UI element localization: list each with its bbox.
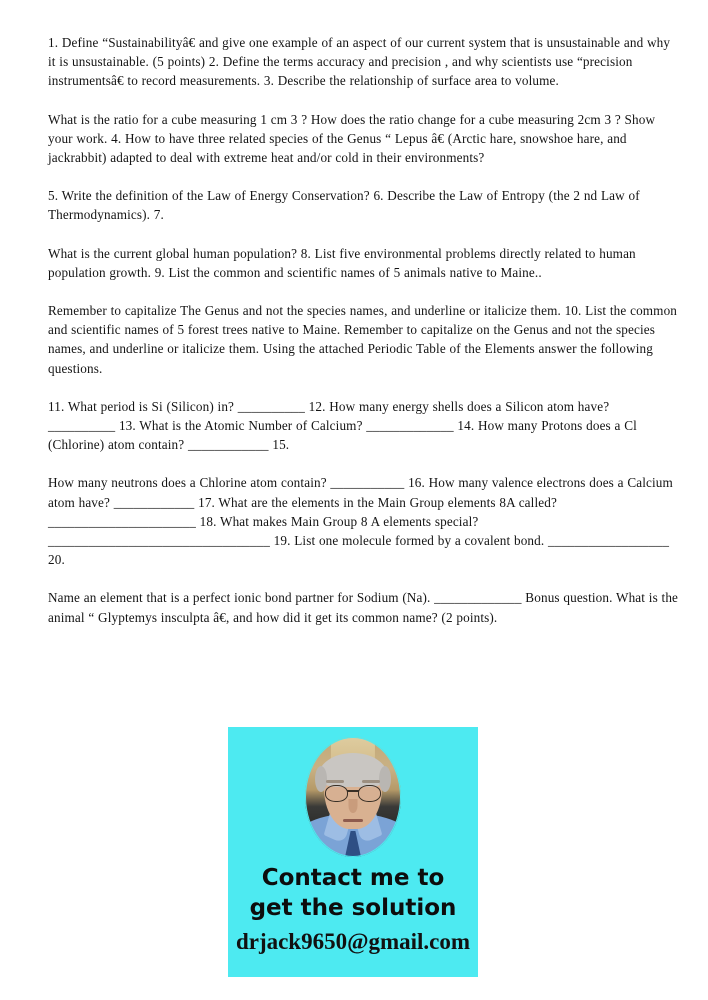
paragraph-1: 1. Define “Sustainabilityâ€ and give one example of an aspect of our current system that is unsustainable and why it is unsustainable. (5 points) 2. Define the terms accuracy and precision , and why scientists use “precision instrumentsâ€ to record measurements. 3. Describe the relationship of surface area to volume. (48, 35, 674, 89)
contact-email-address[interactable]: drjack9650@gmail.com (235, 929, 471, 954)
paragraph-7: How many neutrons does a Chlorine atom contain? ___________ 16. How many valence electrons does a Calcium atom have? ____________ 17. What are the elements in the Main Group elements 8A called? ______________________ 18. What makes Main Group 8 A elements special? _________________________________ 19. List one molecule formed by a covalent bond. __________________ 20. (48, 475, 677, 568)
eyeglass-lens-right (358, 785, 381, 802)
contact-card (228, 727, 478, 977)
eyeglass-lens-left (325, 785, 348, 802)
eyeglass-bridge (347, 790, 359, 792)
portrait-photo (305, 737, 401, 857)
portrait-eyebrow-right (362, 780, 380, 783)
eyeglasses-icon (325, 785, 381, 800)
portrait-nose (349, 799, 358, 813)
paragraph-3: 5. Write the definition of the Law of Energy Conservation? 6. Describe the Law of Entropy (the 2 nd Law of Thermodynamics). 7. (48, 188, 644, 223)
portrait-mouth (343, 819, 363, 822)
paragraph-2: What is the ratio for a cube measuring 1 cm 3 ? How does the ratio change for a cube measuring 2cm 3 ? Show your work. 4. How to have three related species of the Genus “ Lepus â€ (Arctic hare, snowshoe hare, and jackrabbit) adapted to deal with extreme heat and/or cold in their environments? (48, 111, 659, 166)
document-text-body (48, 33, 680, 627)
paragraph-8: Name an element that is a perfect ionic bond partner for Sodium (Na). _____________ Bonus question. What is the animal “ Glyptemys insculpta â€, and how did it get its common name? (2 points). (48, 590, 682, 625)
paragraph-5: Remember to capitalize The Genus and not the species names, and underline or italicize them. 10. List the common and scientific names of 5 forest trees native to Maine. Remember to capitalize on the Genus and not the species names, and underline or italicize them. Using the attached Periodic Table of the Elements answer the following questions. (48, 303, 681, 376)
portrait-eyebrow-left (326, 780, 344, 783)
paragraph-4: What is the current global human population? 8. List five environmental problems directly related to human population growth. 9. List the common and scientific names of 5 animals native to Maine.. (48, 245, 640, 280)
contact-headline-line2: get the solution (249, 895, 457, 921)
contact-headline-line1: Contact me to (261, 865, 445, 891)
paragraph-6: 11. What period is Si (Silicon) in? __________ 12. How many energy shells does a Silicon atom have? __________ 13. What is the Atomic Number of Calcium? _____________ 14. How many Protons does a Cl (Chlorine) atom contain? ____________ 15. (48, 398, 641, 453)
